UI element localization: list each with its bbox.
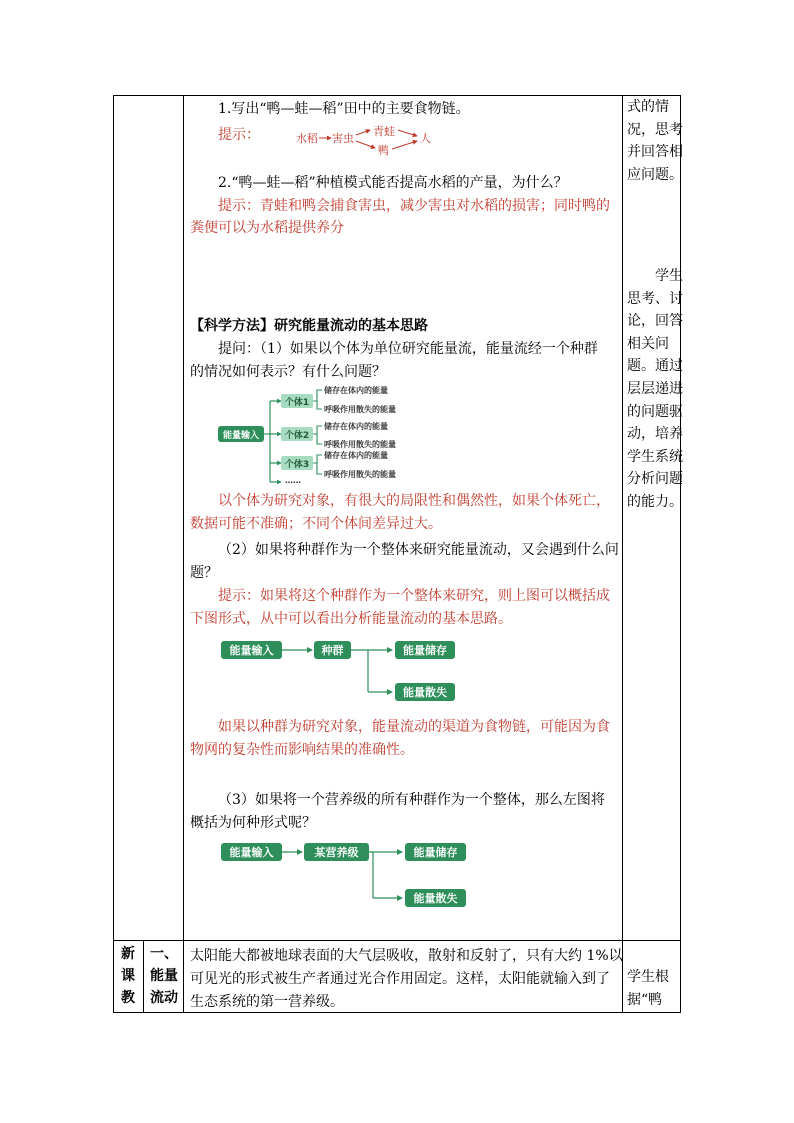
question-5-line-2: 概括为何种形式呢？ [190, 815, 316, 831]
individual-2-stored: 储存在体内的能量 [324, 422, 388, 431]
question-3-line-1: 提问：（1）如果以个体为单位研究能量流，能量流经一个种群 [218, 341, 598, 357]
population-box: 种群 [314, 641, 351, 659]
population-loss-box: 能量散失 [395, 683, 455, 701]
question-4-line-1: （2）如果将种群作为一个整体来研究能量流动，又会遇到什么问 [218, 542, 619, 558]
answer-1-line-1: 以个体为研究对象，有很大的局限性和偶然性，如果个体死亡， [218, 493, 610, 509]
trophic-loss-box: 能量散失 [405, 889, 466, 907]
question-5-line-1: （3）如果将一个营养级的所有种群作为一个整体，那么左图将 [218, 792, 605, 808]
right-column-activity-note: 学生思考、讨论，回答相关问题。通过层层递进的问题驱动，培养学生系统分析问题的能力。 [627, 268, 683, 510]
bottom-right-note: 学生根据“鸭 [627, 969, 669, 1008]
bottom-text-line-2: 可见光的形式被生产者通过光合作用固定。这样，太阳能就输入到了 [190, 971, 610, 987]
hint-2-line-1: 提示：青蛙和鸭会捕食害虫，减少害虫对水稻的损害；同时鸭的 [218, 198, 610, 214]
right-column-top-note: 式的情况，思考并回答相应问题。 [627, 99, 683, 183]
individual-1-stored: 储存在体内的能量 [324, 386, 388, 395]
question-2: 2.“鸭—蛙—稻”种植模式能否提高水稻的产量，为什么？ [218, 175, 568, 191]
food-chain-frog: 青蛙 [373, 125, 395, 138]
hint-4-line-1: 提示：如果将这个种群作为一个整体来研究，则上图可以概括成 [218, 588, 610, 604]
question-3-line-2: 的情况如何表示？有什么问题？ [190, 364, 386, 380]
bottom-text-line-1: 太阳能大都被地球表面的大气层吸收，散射和反射了，只有大约 1%以 [190, 948, 623, 964]
bottom-text-line-3: 生态系统的第一营养级。 [190, 994, 344, 1010]
question-1: 1.写出“鸭—蛙—稻”田中的主要食物链。 [218, 101, 470, 117]
trophic-level-box: 某营养级 [304, 843, 369, 861]
bottom-section-label: 一、能量流动 [150, 946, 178, 1006]
trophic-input-box: 能量输入 [221, 843, 282, 861]
more-individuals: …… [285, 476, 301, 485]
population-store-box: 能量储存 [395, 641, 455, 659]
bottom-stage-label: 新课教 [121, 946, 135, 1006]
food-chain-rice: 水稻 [296, 132, 318, 145]
population-input-box: 能量输入 [221, 641, 282, 659]
food-chain-human: 人 [420, 132, 431, 145]
individual-1-box: 个体1 [281, 394, 313, 408]
food-chain-pest: 害虫 [332, 132, 354, 145]
hint-4-line-2: 下图形式，从中可以看出分析能量流动的基本思路。 [190, 611, 512, 627]
table-col-divider-bottom [143, 940, 144, 1013]
individual-1-lost: 呼吸作用散失的能量 [324, 405, 396, 414]
individual-2-lost: 呼吸作用散失的能量 [324, 440, 396, 449]
method-title: 【科学方法】研究能量流动的基本思路 [190, 318, 428, 334]
trophic-store-box: 能量储存 [405, 843, 466, 861]
energy-input-box: 能量输入 [218, 426, 264, 442]
individual-2-box: 个体2 [281, 427, 313, 441]
hint-1-label: 提示： [218, 127, 260, 143]
individual-3-lost: 呼吸作用散失的能量 [324, 470, 396, 479]
answer-2-line-1: 如果以种群为研究对象，能量流动的渠道为食物链，可能因为食 [218, 719, 610, 735]
answer-1-line-2: 数据可能不准确；不同个体间差异过大。 [190, 516, 442, 532]
individual-3-stored: 储存在体内的能量 [324, 451, 388, 460]
individual-3-box: 个体3 [281, 456, 313, 470]
hint-2-line-2: 粪便可以为水稻提供养分 [190, 220, 344, 236]
food-chain-duck: 鸭 [378, 144, 389, 157]
question-4-line-2: 题？ [190, 565, 218, 581]
answer-2-line-2: 物网的复杂性而影响结果的准确性。 [190, 742, 414, 758]
